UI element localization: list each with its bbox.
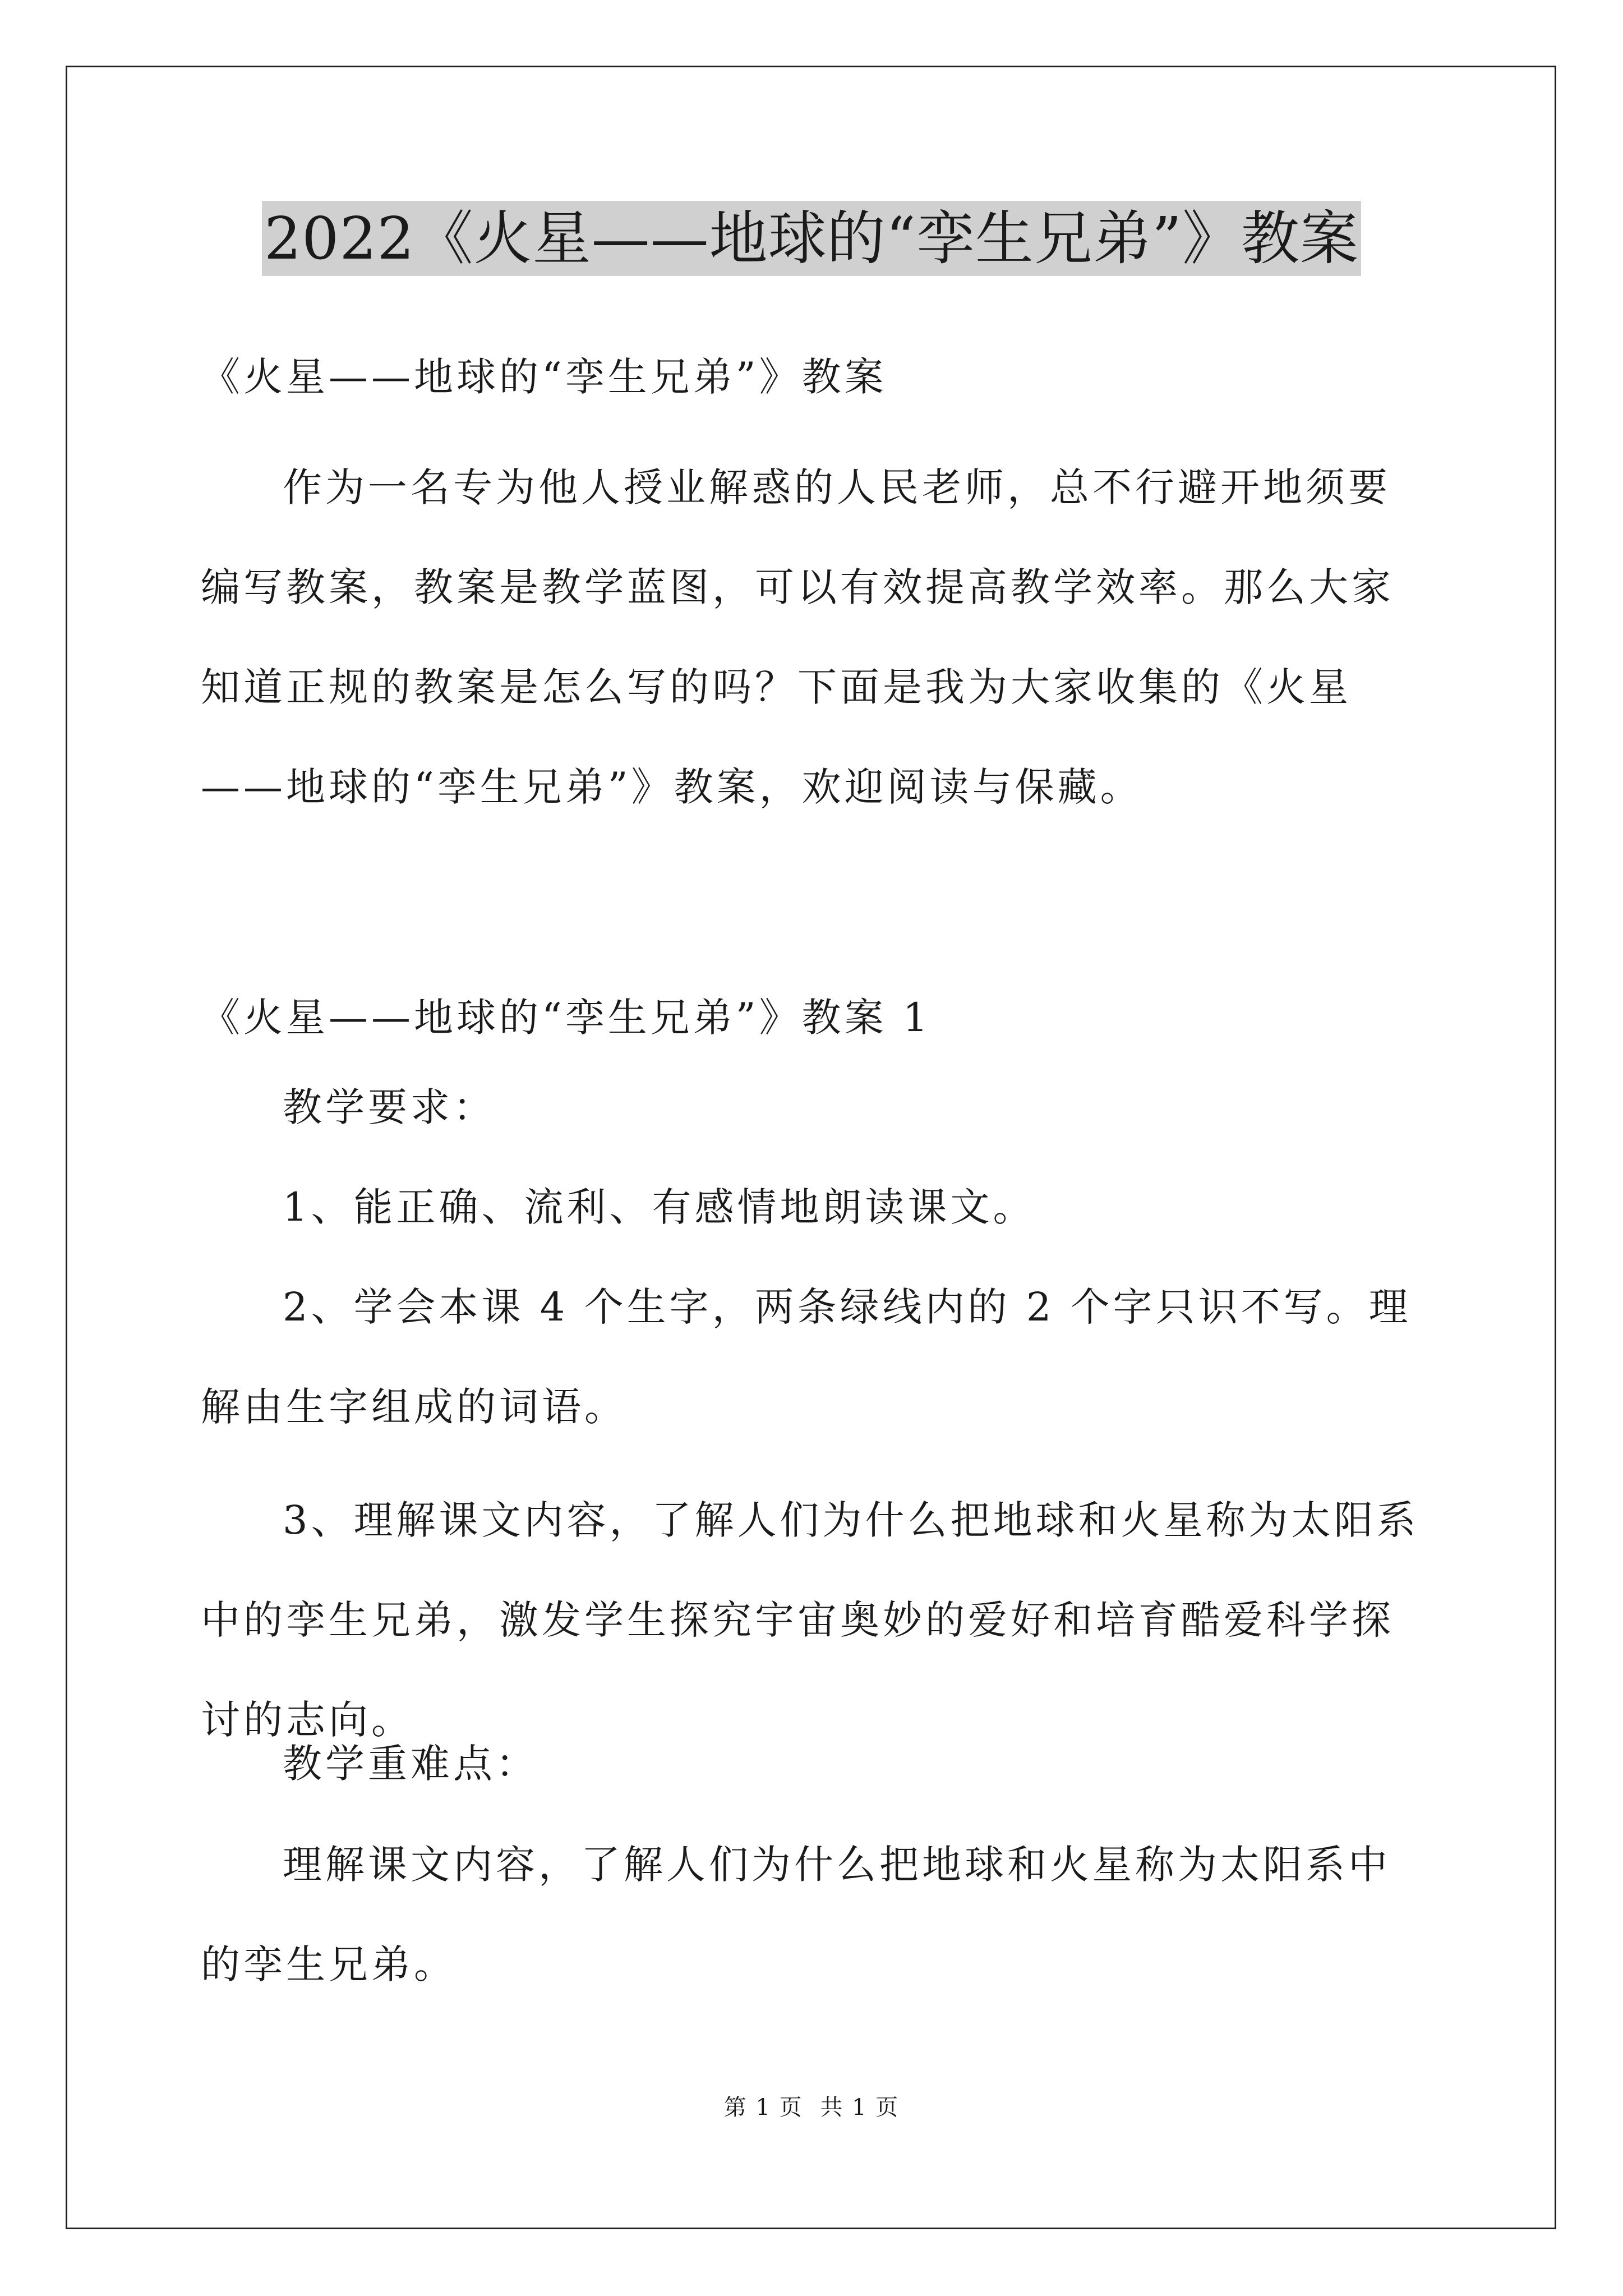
requirement-item-1: 1、能正确、流利、有感情地朗读课文。: [283, 1184, 1036, 1230]
page-number-current: 第 1 页: [723, 2095, 803, 2120]
page-footer: [0, 2093, 1623, 2122]
document-title: 2022《火星——地球的“孪生兄弟”》教案: [262, 201, 1361, 276]
intro-paragraph: 作为一名专为他人授业解惑的人民老师，总不行避开地须要编写教案，教案是教学蓝图，可以有效提高教学效率。那么大家知道正规的教案是怎么写的吗？下面是我为大家收集的《火星——地球的“孪生兄弟”》教案，欢迎阅读与保藏。: [201, 464, 1394, 810]
requirement-item-2: 2、学会本课 4 个生字，两条绿线内的 2 个字只识不写。理解由生字组成的词语。: [201, 1284, 1412, 1430]
requirements-heading: 教学要求：: [283, 1084, 496, 1130]
difficulty-paragraph: 理解课文内容，了解人们为什么把地球和火星称为太阳系中的孪生兄弟。: [201, 1842, 1391, 1987]
section-title: 《火星——地球的“孪生兄弟”》教案 1: [201, 995, 932, 1041]
title-container: [0, 201, 1623, 276]
page-number-total: 共 1 页: [820, 2095, 900, 2120]
requirement-item-3: 3、理解课文内容，了解人们为什么把地球和火星称为太阳系中的孪生兄弟，激发学生探究宇宙奥妙的爱好和培育酷爱科学探讨的志向。: [201, 1497, 1419, 1743]
document-subtitle: 《火星——地球的“孪生兄弟”》教案: [201, 354, 887, 400]
difficulty-heading: 教学重难点：: [283, 1741, 538, 1787]
